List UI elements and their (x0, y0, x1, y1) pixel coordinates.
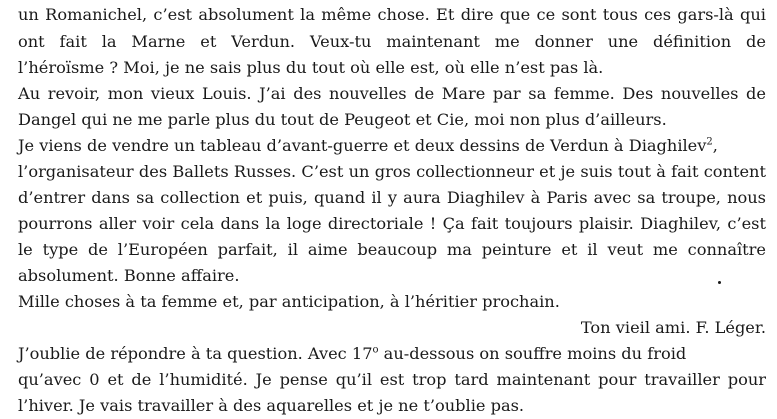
text-line: ont fait la Marne et Verdun. Veux-tu maintenant me donner une définition de (18, 32, 766, 51)
text-segment: J’oublie de répondre à ta question. Avec 17 (18, 344, 373, 363)
text-line: d’entrer dans sa collection et puis, quand il y aura Diaghilev à Paris avec sa troupe, nous (18, 188, 766, 207)
text-line (18, 341, 686, 367)
signature: Ton vieil ami. F. Léger. (580, 318, 766, 337)
text-line: Dangel qui ne me parle plus du tout de Peugeot et Cie, moi non plus d’ailleurs. (18, 110, 667, 129)
text-line (18, 133, 718, 159)
text-line: qu’avec 0 et de l’humidité. Je pense qu’il est trop tard maintenant pour travailler pour (18, 370, 766, 389)
text-line: l’héroïsme ? Moi, je ne sais plus du tout où elle est, où elle n’est pas là. (18, 58, 604, 77)
text-line: l’organisateur des Ballets Russes. C’est un gros collectionneur et je suis tout à fait content (18, 162, 766, 181)
text-line: Mille choses à ta femme et, par anticipation, à l’héritier prochain. (18, 292, 560, 311)
ink-dot (718, 281, 721, 284)
text-segment: Je viens de vendre un tableau d’avant-guerre et deux dessins de Verdun à Diaghilev (18, 136, 707, 155)
text-line: absolument. Bonne affaire. (18, 266, 240, 285)
text-line: un Romanichel, c’est absolument la même chose. Et dire que ce sont tous ces gars-là qui (18, 5, 766, 24)
text-line: l’hiver. Je vais travailler à des aquarelles et je ne t’oublie pas. (18, 396, 525, 415)
text-segment: , (712, 136, 718, 155)
text-segment: au-dessous on souffre moins du froid (378, 344, 687, 363)
text-line: Au revoir, mon vieux Louis. J’ai des nouvelles de Mare par sa femme. Des nouvelles de (18, 84, 766, 103)
text-line: pourrons aller voir cela dans la loge directoriale ! Ça fait toujours plaisir. Diaghilev, c’est (18, 214, 766, 233)
degree-marker: o (372, 344, 379, 356)
text-line: le type de l’Européen parfait, il aime beaucoup ma peinture et il veut me connaître (18, 240, 766, 259)
footnote-marker: 2 (706, 136, 713, 148)
